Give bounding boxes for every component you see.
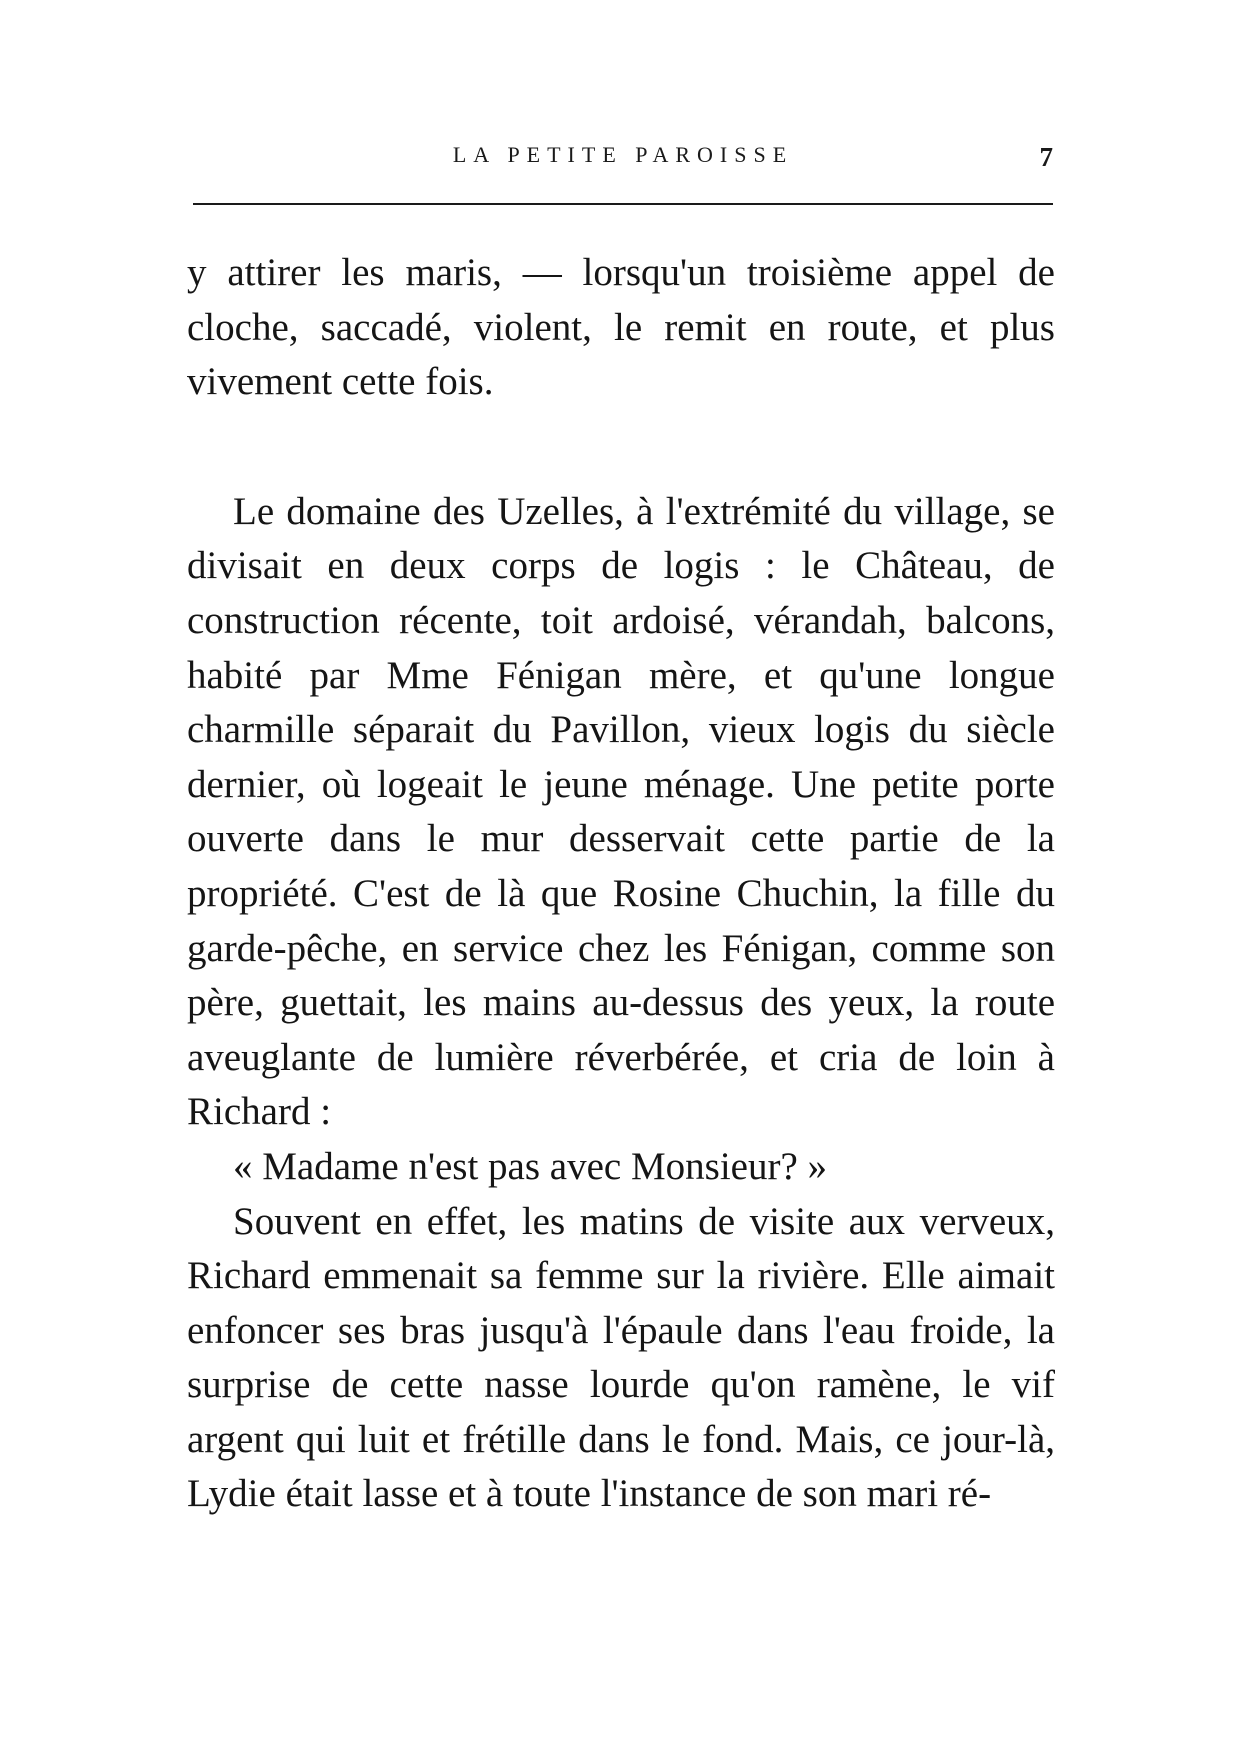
- paragraph-continued: y attirer les maris, — lorsqu'un troisième appel de cloche, saccadé, violent, le remit en route, et plus vivement cette fois.: [187, 251, 1055, 404]
- running-head: [193, 138, 1053, 178]
- body-text: [187, 246, 1055, 1522]
- paragraph-gap: [187, 410, 1055, 485]
- page-number: 7: [1039, 142, 1053, 172]
- paragraph-dialogue: « Madame n'est pas avec Monsieur? »: [233, 1144, 828, 1188]
- paragraph-domain-description: Le domaine des Uzelles, à l'extrémité du village, se divisait en deux corps de logis : le Château, de construction récente, toit ardoisé, vérandah, balcons, habité par Mme Fénigan mère, et qu'une longue charmille séparait du Pavillon, vieux logis du siècle dernier, où logeait le jeune ménage. Une petite porte ouverte dans le mur desservait cette partie de la propriété. C'est de là que Rosine Chuchin, la fille du garde-pêche, en service chez les Fénigan, comme son père, guettait, les mains au-dessus des yeux, la route aveuglante de lumière réverbérée, et cria de loin à Richard :: [187, 489, 1055, 1134]
- running-title: LA PETITE PAROISSE: [452, 142, 794, 167]
- header-rule: [193, 203, 1053, 205]
- paragraph-fishing: Souvent en effet, les matins de visite aux verveux, Richard emmenait sa femme sur la rivière. Elle aimait enfoncer ses bras jusqu'à l'épaule dans l'eau froide, la surprise de cette nasse lourde qu'on ramène, le vif argent qui luit et frétille dans le fond. Mais, ce jour-là, Lydie était lasse et à toute l'instance de son mari ré-: [187, 1199, 1055, 1516]
